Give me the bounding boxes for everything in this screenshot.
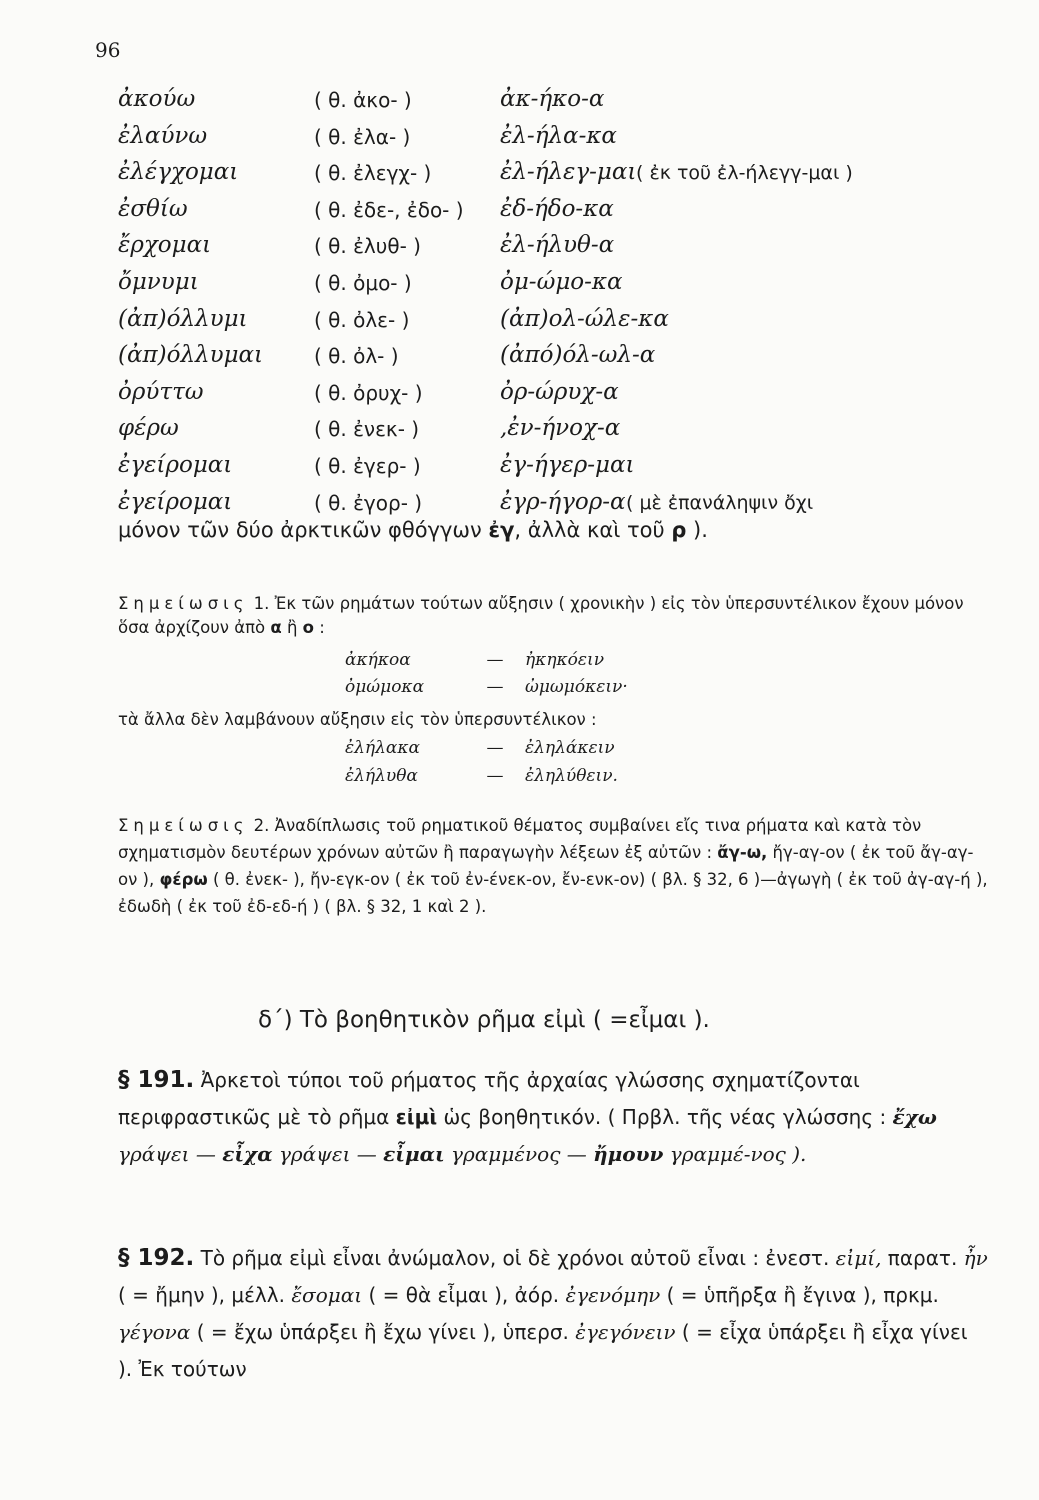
note-1 (118, 592, 988, 640)
paragraph-191 (118, 1062, 988, 1173)
verb-perfect: ἀκ-ήκο-α (500, 86, 605, 112)
note-2 (118, 812, 988, 920)
para-191-bold-eimi: εἰμὶ (395, 1105, 438, 1129)
para-191-italic: γραμμένος — (444, 1142, 594, 1166)
example-word: ἐλήλακα (345, 738, 420, 758)
example-word: ἀκήκοα (345, 650, 411, 670)
verb-perfect: ἐγ-ήγερ-μαι (500, 451, 635, 478)
verb-present: ἐλαύνω (118, 122, 208, 149)
para-191-bold-imoun: ἤμουν (593, 1142, 664, 1166)
para-191-italic: γράψει — (118, 1142, 223, 1166)
note-1-label: Σημείωσις (118, 594, 249, 613)
verb-present: ἐλέγχομαι (118, 159, 239, 186)
verb-present: ὄμνυμι (118, 268, 199, 295)
verb-present: (ἀπ)όλλυμαι (118, 342, 264, 369)
verb-theme: ( θ. ἐλεγχ- ) (314, 161, 432, 186)
verb-theme: ( θ. ἐνεκ- ) (314, 417, 420, 442)
note-1-omicron: ο (302, 618, 315, 637)
note-1-or: ἢ (281, 618, 303, 637)
verb-perfect: ὀμ-ώμο-κα (500, 268, 623, 295)
table-continuation (118, 518, 708, 542)
verb-present: ἐγείρομαι (118, 488, 233, 515)
para-192-italic: ἔσομαι (291, 1283, 363, 1307)
verb-theme: ( θ. ὀλε- ) (314, 307, 410, 332)
note-2-text-c: ( θ. ἐνεκ- ), ἤν-εγκ-ον ( ἐκ τοῦ ἐν-ένεκ-ον, ἔν-ενκ-ον) ( βλ. § 32, 6 )—ἀγωγὴ ( ἐκ τοῦ ἀγ-αγ-ή ), ἐδωδὴ ( ἐκ τοῦ ἐδ-εδ-ή ) ( βλ. § 32, 1 καὶ 2 ). (118, 870, 988, 916)
verb-theme: ( θ. ὀμο- ) (314, 270, 412, 295)
verb-perfect: ἐλ-ήλεγ-μαι (500, 159, 637, 186)
verb-theme: ( θ. ὀλ- ) (314, 344, 399, 369)
para-192-italic: γέγονα (118, 1320, 191, 1344)
para-192-text: ( = ἔχω ὑπάρξει ἢ ἔχω γίνει ), ὑπερσ. (190, 1320, 576, 1344)
note-2-text-b: ἤγ-αγ-ον ( ἐκ τοῦ ἄγ-αγ-ον ), (118, 843, 974, 889)
example-word: ἐληλύθειν. (525, 766, 618, 786)
example-word: ἠκηκόειν (525, 650, 605, 670)
para-191-bold-eicha: εἶχα (222, 1142, 273, 1166)
section-number-192: § 192. (118, 1245, 195, 1271)
continuation-bold: ἐγ (488, 518, 515, 542)
verb-theme: ( θ. ἐδε-, ἐδο- ) (314, 197, 464, 222)
note-1-number: 1. (248, 594, 270, 613)
verb-theme: ( θ. ἐλυθ- ) (314, 234, 421, 259)
verb-note: ( μὲ ἐπανάληψιν ὄχι (626, 491, 814, 514)
continuation-text-3: ). (686, 518, 708, 542)
example-word: ὠμωμόκειν· (525, 677, 628, 697)
section-number-191: § 191. (118, 1067, 195, 1093)
note-2-bold-fero: φέρω (159, 870, 208, 889)
section-heading: δ΄) Τὸ βοηθητικὸν ρῆμα εἰμὶ ( =εἶμαι ). (258, 1007, 710, 1033)
example-word: ὀμώμοκα (345, 677, 425, 697)
example-word: ἐληλάκειν (525, 738, 615, 758)
example-row (345, 738, 615, 758)
page-number: 96 (95, 38, 121, 62)
verb-note: ( ἐκ τοῦ ἐλ-ήλεγγ-μαι ) (636, 162, 853, 185)
verb-present: ἔρχομαι (118, 232, 212, 259)
example-row (345, 650, 604, 670)
example-dash: — (486, 738, 504, 758)
para-191-bold-eimai: εἶμαι (383, 1142, 445, 1166)
continuation-bold-2: ρ (671, 518, 687, 542)
verb-perfect: ,ἐν-ήνοχ-α (500, 415, 621, 442)
note-1-text: Ἐκ τῶν ρημάτων τούτων αὔξησιν ( χρονικὴν ) εἰς τὸν ὑπερσυντέλικον ἔχουν μόνον ὅσα ἀρχίζουν ἀπὸ (118, 594, 964, 637)
verb-perfect: ἐγρ-ήγορ-α (500, 488, 626, 515)
verb-present: ἐσθίω (118, 195, 188, 222)
note-1-alpha: α (270, 618, 282, 637)
verb-theme: ( θ. ἀκο- ) (314, 88, 412, 112)
para-191-text-b: ὡς βοηθητικόν. ( Πρβλ. τῆς νέας γλώσσης : (437, 1105, 893, 1129)
paragraph-192 (118, 1240, 988, 1388)
verb-perfect: (ἀπό)όλ-ωλ-α (500, 342, 656, 369)
para-192-text: ( = ἤμην ), μέλλ. (118, 1283, 292, 1307)
example-dash: — (486, 650, 504, 670)
verb-perfect: (ἀπ)ολ-ώλε-κα (500, 305, 669, 332)
para-192-italic: ἐγενόμην (565, 1283, 661, 1307)
note-2-number: 2. (248, 816, 270, 835)
para-191-text: Ἀρκετοὶ τύποι τοῦ ρήματος τῆς ἀρχαίας γλώσσης σχηματίζονται περιφραστικῶς μὲ τὸ ρῆμα (118, 1068, 860, 1129)
para-192-text: ( = εἶχα ὑπάρξει ἢ εἶχα γίνει ). Ἐκ τούτων (118, 1320, 968, 1381)
example-row (345, 677, 628, 697)
example-word: ἐλήλυθα (345, 766, 418, 786)
verb-perfect: ὀρ-ώρυχ-α (500, 378, 619, 405)
verb-perfect: ἐλ-ήλα-κα (500, 122, 617, 149)
verb-perfect: ἐδ-ήδο-κα (500, 195, 614, 222)
para-192-text: παρατ. (881, 1246, 964, 1270)
note-1-text-2: τὰ ἄλλα δὲν λαμβάνουν αὔξησιν εἰς τὸν ὑπερσυντέλικον : (118, 710, 597, 729)
para-191-bold-echo: ἔχω (892, 1105, 937, 1129)
verb-perfect: ἐλ-ήλυθ-α (500, 232, 615, 259)
example-dash: — (486, 677, 504, 697)
note-1-colon: : (314, 618, 325, 637)
verb-theme: ( θ. ὀρυχ- ) (314, 380, 423, 405)
para-191-italic: γράψει — (272, 1142, 384, 1166)
verb-theme: ( θ. ἐγορ- ) (314, 490, 423, 515)
para-192-italic: εἰμί, (835, 1246, 882, 1270)
verb-theme: ( θ. ἐλα- ) (314, 124, 411, 149)
continuation-text-2: , ἀλλὰ καὶ τοῦ (514, 518, 672, 542)
para-192-italic: ἐγεγόνειν (575, 1320, 676, 1344)
example-row (345, 766, 618, 786)
para-191-italic: γραμμέ-νος ). (663, 1142, 807, 1166)
verb-present: φέρω (118, 415, 179, 442)
continuation-text: μόνον τῶν δύο ἀρκτικῶν φθόγγων (118, 518, 489, 542)
note-2-label: Σημείωσις (118, 816, 249, 835)
para-192-text: ( = θὰ εἶμαι ), ἀόρ. (362, 1283, 566, 1307)
note-2-text: Ἀναδίπλωσις τοῦ ρηματικοῦ θέματος συμβαίνει εἴς τινα ρήματα καὶ κατὰ τὸν σχηματισμὸν δευτέρων χρόνων αὐτῶν ἢ παραγωγὴν λέξεων ἐξ αὐτῶν : (118, 816, 922, 862)
verb-present: (ἀπ)όλλυμι (118, 305, 248, 332)
para-192-italic: ἦν (963, 1246, 988, 1270)
note-2-bold-ago: ἄγ-ω, (717, 843, 768, 862)
para-192-text: ( = ὑπῆρξα ἢ ἔγινα ), πρκμ. (660, 1283, 939, 1307)
verb-present: ἐγείρομαι (118, 451, 233, 478)
verb-present: ἀκούω (118, 86, 196, 112)
para-192-text: Τὸ ρῆμα εἰμὶ εἶναι ἀνώμαλον, οἱ δὲ χρόνοι αὐτοῦ εἶναι : ἐνεστ. (194, 1246, 836, 1270)
verb-present: ὀρύττω (118, 378, 204, 405)
example-dash: — (486, 766, 504, 786)
verb-theme: ( θ. ἐγερ- ) (314, 453, 421, 478)
